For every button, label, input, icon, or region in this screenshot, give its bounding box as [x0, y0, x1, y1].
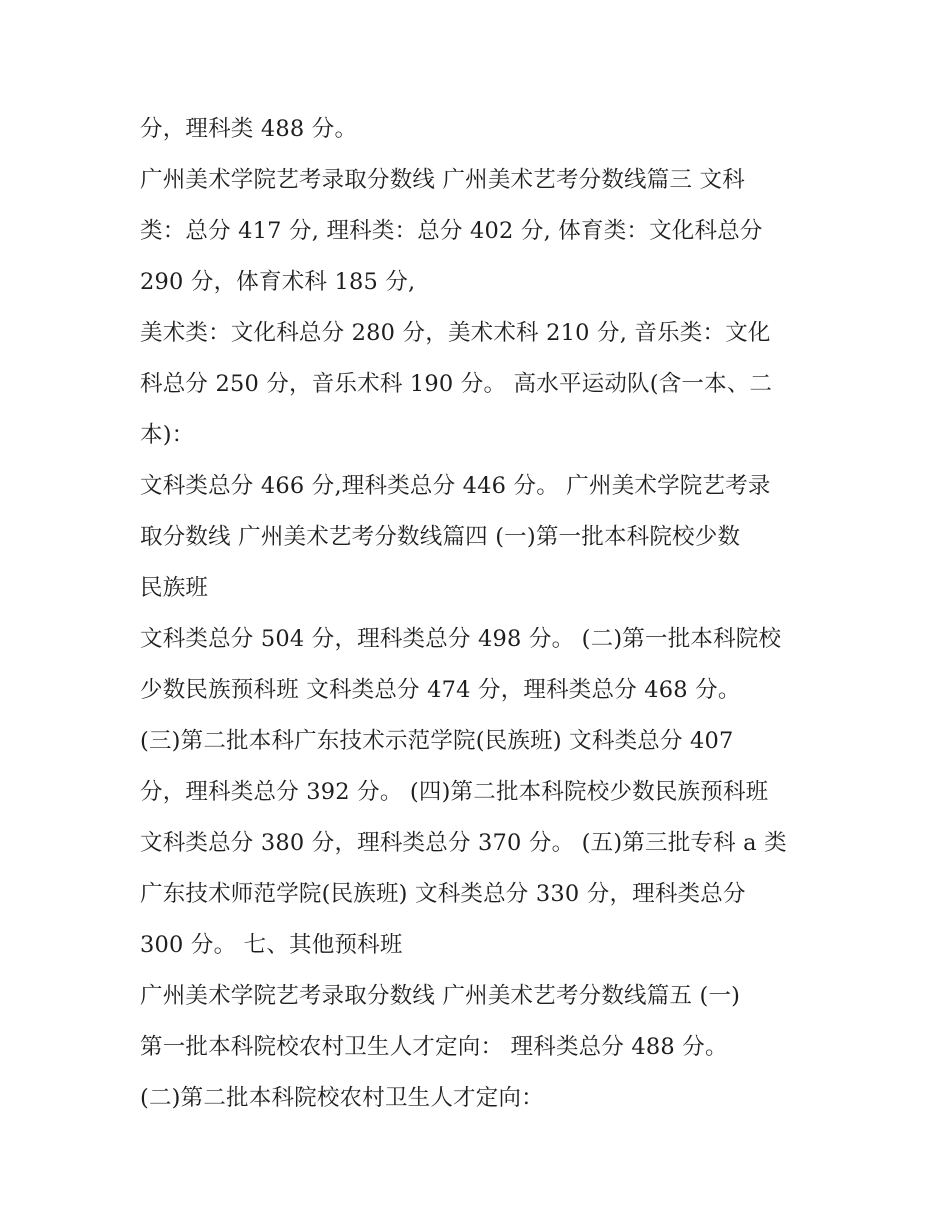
text-line: 分，理科类总分 392 分。 (四)第二批本科院校少数民族预科班 [140, 779, 769, 805]
text-line: 300 分。 七、其他预科班 [140, 932, 403, 958]
text-line: 文科类总分 466 分,理科类总分 446 分。 广州美术学院艺考录 [140, 473, 771, 499]
text-line: 民族班 [140, 575, 209, 601]
text-line: 本)： [140, 422, 195, 448]
text-line: 广东技术师范学院(民族班) 文科类总分 330 分，理科类总分 [140, 881, 746, 907]
text-line: 第一批本科院校农村卫生人才定向： 理科类总分 488 分。 [140, 1034, 728, 1060]
text-line: (三)第二批本科广东技术示范学院(民族班) 文科类总分 407 [140, 728, 734, 754]
text-line: 类：总分 417 分, 理科类：总分 402 分, 体育类：文化科总分 [140, 218, 763, 244]
text-line: 广州美术学院艺考录取分数线 广州美术艺考分数线篇三 文科 [140, 167, 745, 193]
text-line: 美术类：文化科总分 280 分，美术术科 210 分, 音乐类：文化 [140, 320, 771, 346]
text-line: 少数民族预科班 文科类总分 474 分，理科类总分 468 分。 [140, 677, 741, 703]
text-line: 广州美术学院艺考录取分数线 广州美术艺考分数线篇五 (一) [140, 983, 741, 1009]
text-line: (二)第二批本科院校农村卫生人才定向： [140, 1085, 544, 1111]
text-line: 文科类总分 504 分，理科类总分 498 分。 (二)第一批本科院校 [140, 626, 782, 652]
text-line: 290 分，体育术科 185 分, [140, 269, 416, 295]
body-text [140, 104, 820, 1124]
text-line: 分，理科类 488 分。 [140, 116, 358, 142]
text-line: 科总分 250 分，音乐术科 190 分。 高水平运动队(含一本、二 [140, 371, 773, 397]
text-line: 文科类总分 380 分，理科类总分 370 分。 (五)第三批专科 a 类 [140, 830, 787, 856]
text-line: 取分数线 广州美术艺考分数线篇四 (一)第一批本科院校少数 [140, 524, 741, 550]
